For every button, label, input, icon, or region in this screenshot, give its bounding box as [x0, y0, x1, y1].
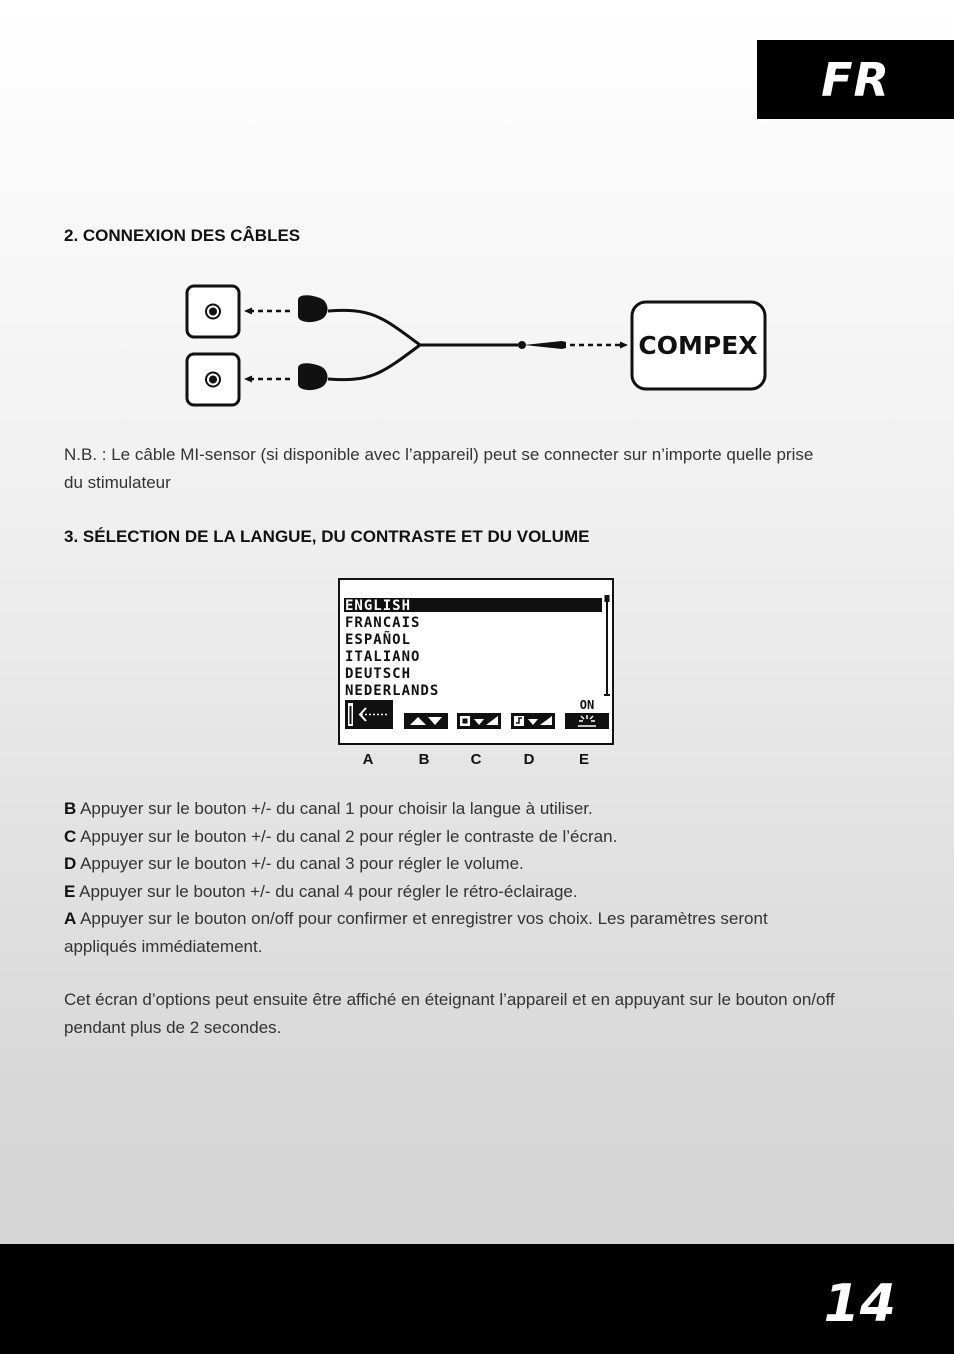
arrow-to-device [570, 342, 628, 349]
options-note-line: pendant plus de 2 secondes. [64, 1017, 282, 1037]
cable-wire [328, 310, 518, 345]
section-heading-language: 3. SÉLECTION DE LA LANGUE, DU CONTRASTE ET DU VOLUME [64, 527, 590, 546]
cable-plug [518, 341, 566, 349]
instructions-list [64, 795, 854, 960]
instruction-text: Appuyer sur le bouton on/off pour confirmer et enregistrer vos choix. Les paramètres seront [76, 909, 768, 928]
page-number: 14 [823, 1274, 896, 1334]
language-option-nederlands[interactable]: NEDERLANDS [345, 683, 440, 699]
compex-device-label: COMPEX [638, 331, 758, 360]
cable-connector-top [298, 295, 328, 322]
button-label-c: C [470, 751, 482, 768]
button-label-d: D [523, 751, 535, 768]
cable-connection-diagram [180, 280, 780, 415]
language-option-italiano[interactable]: ITALIANO [345, 649, 421, 665]
cable-note [64, 441, 854, 496]
options-note-line: Cet écran d’options peut ensuite être affiché en éteignant l’appareil et en appuyant sur le bouton on/off [64, 990, 835, 1009]
instruction-key: D [64, 854, 77, 873]
instruction-line [64, 850, 854, 878]
language-tab-label: FR [821, 52, 890, 107]
page-footer [0, 1244, 954, 1354]
cable-wire [328, 345, 420, 380]
button-label-a: A [362, 751, 374, 768]
instruction-line [64, 823, 854, 851]
button-label-e: E [578, 751, 589, 768]
language-option-francais[interactable]: FRANCAIS [345, 615, 421, 631]
language-option-english[interactable]: ENGLISH [345, 598, 412, 614]
options-screen-note [64, 986, 854, 1041]
backlight-on-label: ON [579, 698, 595, 712]
lcd-options-screen [338, 578, 614, 745]
electrode-socket-bottom [187, 354, 239, 405]
instruction-text: Appuyer sur le bouton +/- du canal 1 pour choisir la langue à utiliser. [76, 799, 593, 818]
lcd-scrollbar[interactable] [604, 595, 610, 695]
instruction-key: E [64, 881, 76, 901]
language-option-deutsch[interactable]: DEUTSCH [345, 666, 412, 682]
backlight-icon [565, 713, 609, 729]
instruction-key: C [64, 826, 77, 846]
lcd-display [340, 580, 612, 743]
arrow-to-socket-top [244, 308, 290, 315]
instruction-line [64, 878, 854, 906]
language-tab [757, 40, 954, 119]
electrode-socket-top [187, 286, 239, 337]
section-heading-cables: 2. CONNEXION DES CÂBLES [64, 226, 301, 245]
instruction-text: Appuyer sur le bouton +/- du canal 2 pour régler le contraste de l’écran. [76, 826, 618, 846]
volume-icon [511, 713, 555, 729]
contrast-icon [457, 713, 501, 729]
compex-device [632, 302, 765, 389]
instruction-line [64, 795, 854, 823]
confirm-back-icon [345, 700, 393, 729]
instruction-line [64, 905, 854, 933]
arrow-to-socket-bottom [244, 376, 290, 383]
instruction-key: A [64, 909, 77, 928]
cable-connector-bottom [298, 363, 328, 390]
instruction-text: Appuyer sur le bouton +/- du canal 4 pour régler le rétro-éclairage. [75, 881, 578, 901]
up-down-arrows-icon [404, 713, 448, 729]
instruction-key: B [64, 799, 77, 818]
instruction-text: Appuyer sur le bouton +/- du canal 3 pour régler le volume. [76, 854, 524, 873]
note-line: du stimulateur [64, 472, 171, 492]
language-option-espanol[interactable]: ESPAÑOL [345, 632, 412, 648]
note-line: N.B. : Le câble MI-sensor (si disponible avec l’appareil) peut se connecter sur n’importe quelle prise [64, 445, 814, 464]
instruction-continuation: appliqués immédiatement. [64, 936, 263, 956]
button-label-b: B [418, 751, 430, 768]
